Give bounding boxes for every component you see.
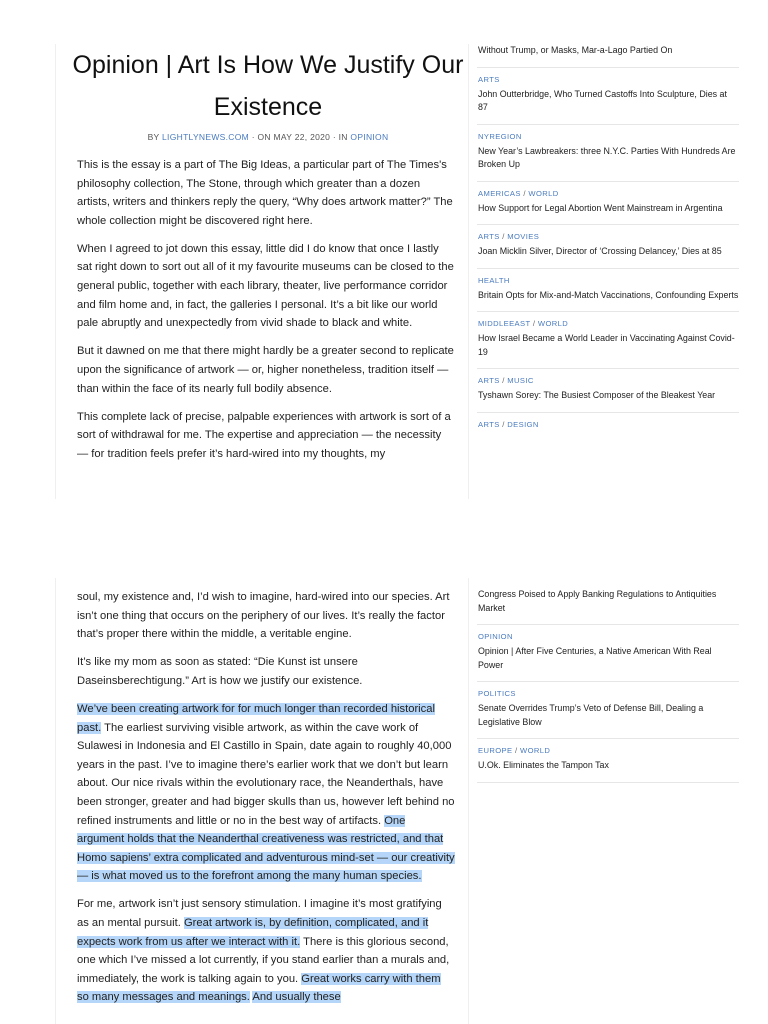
- sidebar-top-stories: [477, 38, 739, 442]
- sidebar-story-item[interactable]: [477, 625, 739, 682]
- story-category-link[interactable]: ARTS: [478, 232, 500, 241]
- category-separator: /: [512, 746, 521, 755]
- article-paragraph: soul, my existence and, I’d wish to imagine, hard-wired into our species. Art isn’t one thing that occurs on the periphery of our lives. It’s really the factor that’s proper there within the middle, a veritable engine.: [77, 591, 450, 641]
- story-category-link[interactable]: ARTS: [478, 419, 500, 429]
- story-title-link[interactable]: How Support for Legal Abortion Went Mainstream in Argentina: [478, 202, 723, 213]
- story-category-links: [478, 318, 739, 329]
- story-category-links: [478, 375, 739, 386]
- sidebar-bottom-stories: [477, 582, 739, 783]
- story-category-links: [478, 275, 739, 286]
- category-separator: /: [499, 232, 508, 241]
- story-category-link[interactable]: MUSIC: [507, 376, 534, 385]
- byline-prefix: BY: [147, 132, 163, 142]
- article-paragraph: [77, 895, 455, 1007]
- byline-author-link[interactable]: LIGHTLYNEWS.COM: [162, 132, 250, 142]
- article-paragraph: This is the essay is a part of The Big Ideas, a particular part of The Times's philosophy collection, The Stone, through which greater than a dozen artists, writers and thinkers reply the query, “Why does artwork matter?” The whole collection might be discovered right here.: [77, 159, 453, 227]
- sidebar-story-item[interactable]: [477, 413, 739, 442]
- byline-date: · ON MAY 22, 2020 · IN: [249, 132, 351, 142]
- story-category-link[interactable]: MIDDLEEAST: [478, 319, 531, 328]
- sidebar-story-item[interactable]: [477, 582, 739, 625]
- article-body-top: [77, 156, 455, 473]
- story-title-link[interactable]: Britain Opts for Mix-and-Match Vaccinations, Confounding Experts: [478, 289, 739, 300]
- story-category-links: [478, 188, 739, 199]
- article-paragraph: When I agreed to jot down this essay, little did I do know that once I lastly sat right down to sort out all of it my favourite museums can be closed to the general public, together with each library, theater, live performance corridor and film home and, in fact, the galleries I personal. It’s a bit like our world pale abruptly and unexpectedly from vivid shade to black and white.: [77, 242, 454, 330]
- selected-text: And usually these: [252, 991, 341, 1004]
- story-category-links: [478, 688, 739, 699]
- selected-text: Great artwork is, by definition, complicated, and it expects work from us after we interact with it.: [77, 917, 429, 948]
- article-paragraph: This complete lack of precise, palpable experiences with artwork is sort of a sort of withdrawal for me. The expertise and appreciation — the necessity — for tradition feels prefer it’s hard-wired into my thoughts, my: [77, 410, 451, 460]
- story-title-link[interactable]: Without Trump, or Masks, Mar-a-Lago Partied On: [478, 45, 673, 55]
- story-category-link[interactable]: HEALTH: [478, 275, 510, 285]
- paragraph-text: There is this glorious second, one which I’ve missed a lot currently, if you stand earlier than a murals and, immediately, the work is talking again to you.: [77, 935, 450, 985]
- paragraph-text: For me, artwork isn’t just sensory stimulation. I imagine it’s most gratifying as an mental pursuit.: [77, 898, 442, 929]
- byline-category-link[interactable]: OPINION: [350, 132, 389, 142]
- story-category-link[interactable]: MOVIES: [507, 232, 540, 241]
- category-separator: /: [499, 376, 508, 385]
- sidebar-story-item[interactable]: [477, 38, 739, 68]
- article-byline: [70, 132, 466, 142]
- story-category-link[interactable]: OPINION: [478, 632, 513, 641]
- paragraph-text: The earliest surviving visible artwork, as within the cave work of Sulawesi in Indonesia and El Castillo in Spain, date again to roughly 40,000 years in the past. I’ve to imagine there’s earlier work that we don’t but learn about. Our nice rivals within the evolutionary race, the Neanderthals, have been stronger, greater and had bigger skulls than us, however left behind no refined instruments and little or no in the best way of artifacts.: [77, 721, 455, 827]
- article-paragraph: But it dawned on me that there might hardly be a greater second to replicate upon the significance of artwork — or, higher nonetheless, tradition itself — than within the face of its nearly full bodily absence.: [77, 345, 454, 395]
- story-category-link[interactable]: ARTS: [478, 376, 500, 385]
- story-title-link[interactable]: Tyshawn Sorey: The Busiest Composer of the Bleakest Year: [478, 390, 716, 400]
- story-category-link[interactable]: WORLD: [528, 188, 559, 198]
- sidebar-story-item[interactable]: [477, 312, 739, 369]
- category-separator: /: [520, 188, 529, 198]
- story-category-link[interactable]: WORLD: [537, 319, 569, 328]
- sidebar-story-item[interactable]: [477, 739, 739, 783]
- sidebar-story-item[interactable]: [477, 225, 739, 269]
- selected-text: We’ve been creating artwork for for much longer than recorded historical past.: [77, 702, 435, 734]
- story-title-link[interactable]: Opinion | After Five Centuries, a Native American With Real Power: [478, 646, 712, 670]
- selected-text: Great works carry with them so many messages and meanings.: [77, 972, 441, 1004]
- story-category-link[interactable]: WORLD: [520, 746, 551, 755]
- story-category-link[interactable]: ARTS: [478, 74, 500, 84]
- article-title: Opinion | Art Is How We Justify Our Existence: [72, 51, 464, 121]
- sidebar-story-item[interactable]: [477, 369, 739, 413]
- category-separator: /: [499, 419, 508, 429]
- sidebar-story-item[interactable]: [477, 125, 739, 182]
- story-title-link[interactable]: Congress Poised to Apply Banking Regulations to Antiquities Market: [478, 589, 717, 613]
- story-title-link[interactable]: Senate Overrides Trump’s Veto of Defense Bill, Dealing a Legislative Blow: [478, 703, 704, 727]
- sidebar-story-item[interactable]: [477, 269, 739, 313]
- story-title-link[interactable]: John Outterbridge, Who Turned Castoffs Into Sculpture, Dies at 87: [478, 88, 727, 112]
- story-category-links: [478, 231, 739, 242]
- article-paragraph: It’s like my mom as soon as stated: “Die Kunst ist unsere Daseinsberechtigung.” Art is how we justify our existence.: [77, 656, 363, 687]
- story-category-links: [478, 74, 739, 85]
- story-category-link[interactable]: POLITICS: [478, 689, 516, 698]
- article-body-bottom: [77, 588, 455, 1016]
- story-category-links: [478, 631, 739, 642]
- story-category-link[interactable]: NYREGION: [478, 131, 522, 141]
- story-category-links: [478, 131, 739, 142]
- story-category-link[interactable]: EUROPE: [478, 746, 513, 755]
- article-paragraph: [77, 700, 455, 886]
- story-category-links: [478, 745, 739, 756]
- story-title-link[interactable]: Joan Micklin Silver, Director of ‘Crossing Delancey,’ Dies at 85: [478, 246, 722, 256]
- story-title-link[interactable]: New Year’s Lawbreakers: three N.Y.C. Parties With Hundreds Are Broken Up: [478, 145, 736, 169]
- sidebar-story-item[interactable]: [477, 682, 739, 739]
- story-title-link[interactable]: How Israel Became a World Leader in Vaccinating Against Covid-19: [478, 333, 735, 357]
- story-category-link[interactable]: DESIGN: [507, 419, 539, 429]
- story-title-link[interactable]: U.Ok. Eliminates the Tampon Tax: [478, 760, 609, 770]
- sidebar-story-item[interactable]: [477, 68, 739, 125]
- story-category-links: [478, 419, 739, 430]
- category-separator: /: [530, 319, 538, 328]
- story-category-link[interactable]: AMERICAS: [478, 188, 521, 198]
- sidebar-story-item[interactable]: [477, 182, 739, 226]
- selected-text: One argument holds that the Neanderthal creativeness was restricted, and that Homo sapiens’ extra complicated and adventurous mind-set — our creativity — is what moved us to the forefront among the many human species.: [77, 814, 455, 883]
